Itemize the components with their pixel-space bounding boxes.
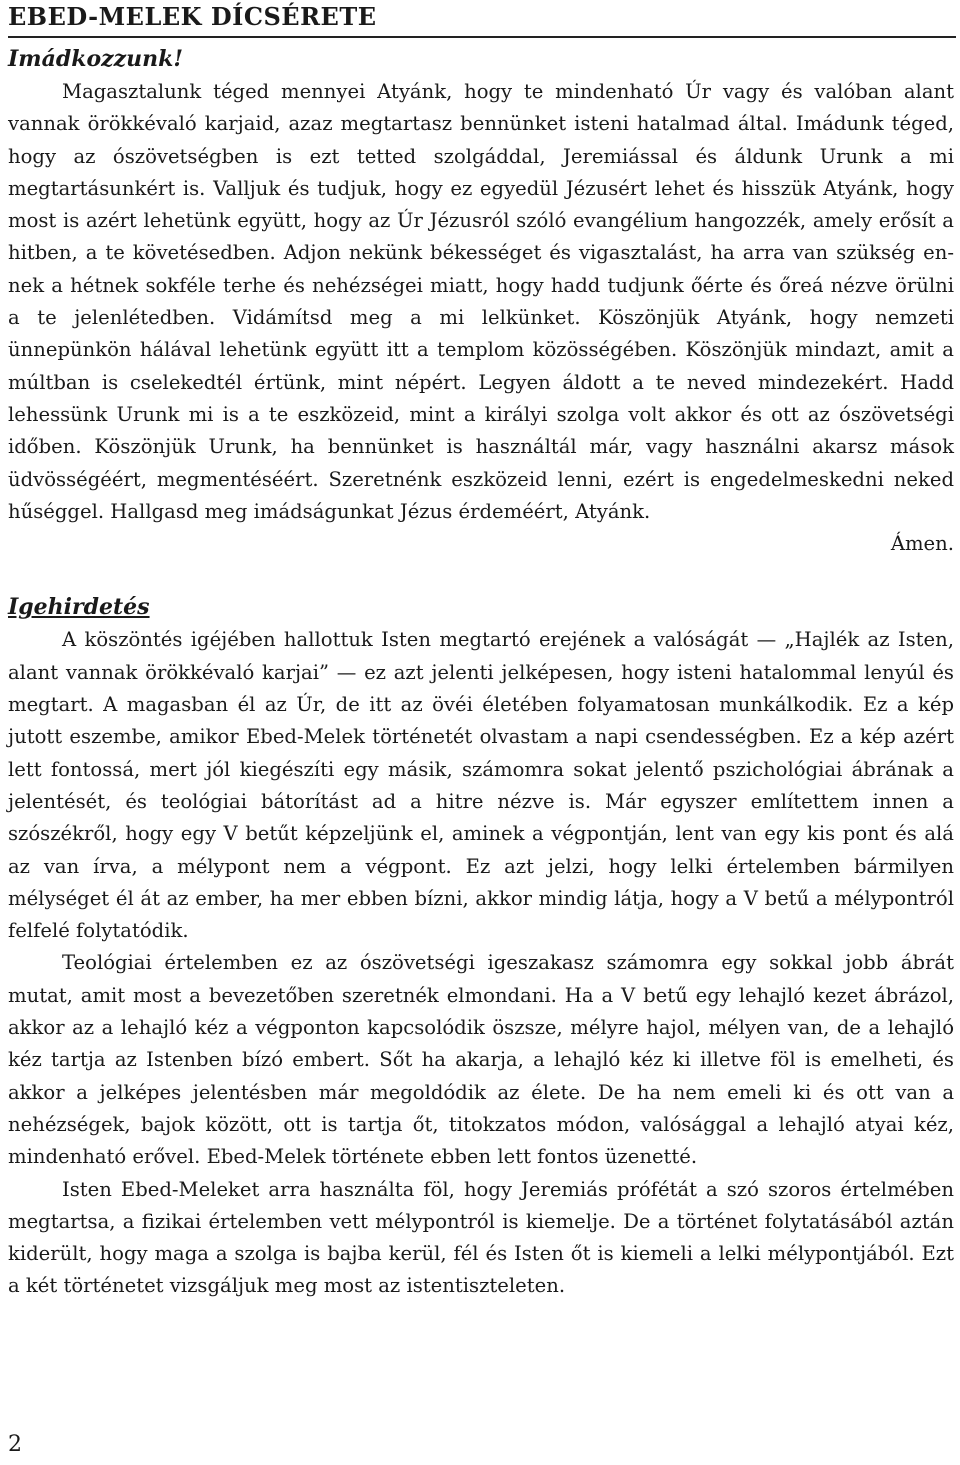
prayer-amen: Ámen. xyxy=(890,532,954,556)
page-content xyxy=(8,42,954,1303)
page-header xyxy=(8,0,956,38)
page-title: EBED-MELEK DÍCSÉRETE xyxy=(8,2,377,31)
sermon-paragraph-3: Isten Ebed-Meleket arra használta föl, hogy Jeremiás prófétát a szó szoros értelmében megtartsa, a fizikai értelemben vett mélypontról is kiemelje. De a történet folytatásából aztán kiderült, hogy maga a szolga is bajba kerül, fél és Isten őt is kiemeli a lelki mélypontjából. Ezt a két történetet vizsgáljuk meg most az istentiszteleten. xyxy=(8,1177,954,1298)
sermon-paragraph-2: Teológiai értelemben ez az ószövetségi igeszakasz számomra egy sokkal jobb ábrát mutat, amit most a bevezetőben szeretnék elmondani. Ha a V betű egy lehajló kezet ábrázol, akkor az a lehajló kéz a végponton kapcsolódik öszsze, mélyre hajol, mélyen van, de a lehajló kéz tartja az Istenben bízó embert. Sőt ha akarja, a lehajló kéz ki illetve föl is emelheti, és akkor a jelképes jelentésben már megoldódik az élete. De ha nem emeli ki és ott van a nehézségek, bajok között, ott is tartja őt, titokzatos módon, valósággal a lehajló atyai kéz, mindenható erővel. Ebed-Melek története ebben lett fontos üzenetté. xyxy=(8,951,954,1169)
page-number: 2 xyxy=(8,1432,22,1457)
sermon-paragraph-1: A köszöntés igéjében hallottuk Isten megtartó erejének a valóságát — „Hajlék az Isten, alant vannak örökkévaló karjai” — ez azt jelenti jelképesen, hogy isteni hatalommal lenyúl és megtart. A magasban él az Úr, de itt az övéi életében folyamatosan munkálkodik. Ez a kép jutott eszembe, amikor Ebed-Melek történetét olvastam a napi csendességben. Ez a kép azért lett fontossá, mert jól kiegészíti egy másik, számomra sokat jelentő pszichológiai ábrának a jelentését, és teológiai bátorítást ad a hitre nézve is. Már egyszer említettem innen a szószékről, hogy egy V betűt képzeljünk el, aminek a végpontján, lent van egy kis pont és alá az van írva, a mélypont nem a végpont. Ez azt jelzi, hogy lelki értelemben bármilyen mélységet él át az ember, ha mer ebben bízni, akkor mindig látja, hogy a V betű a mélypontról felfelé folytatódik. xyxy=(8,628,954,943)
prayer-heading: Imádkozzunk! xyxy=(8,46,184,72)
sermon-heading: Igehirdetés xyxy=(8,594,150,621)
prayer-paragraph: Magasztalunk téged mennyei Atyánk, hogy te mindenható Úr vagy és valóban alant vannak örökkévaló karjaid, azaz megtartasz bennünket isteni hatalmad által. Imádunk téged, hogy az ószövetségben is ezt tetted szolgáddal, Jeremiással és áldunk Urunk a mi megtartásunkért is. Valljuk és tudjuk, hogy ez egyedül Jézusért lehet és hisszük Atyánk, hogy most is azért lehetünk együtt, hogy az Úr Jézusról szóló evangélium hangozzék, amely erősít a hitben, a te követésedben. Adjon nekünk békességet és vigasztalást, ha arra van szükség ennek a hétnek sokféle terhe és nehézségei miatt, hogy hadd tudjunk őérte és őreá nézve örülni a te jelenlétedben. Vidámítsd meg a mi lelkünket. Köszönjük Atyánk, hogy nemzeti ünnepünkön hálával lehetünk együtt itt a templom közösségében. Köszönjük mindazt, amit a múltban is cselekedtél értünk, mint népért. Legyen áldott a te neved mindezekért. Hadd lehessünk Urunk mi is a te eszközeid, mint a királyi szolga volt akkor és ott az ószövetségi időben. Köszönjük Urunk, ha bennünket is használtál már, vagy használni akarsz mások üdvösségéért, megmentéséért. Szeretnénk eszközeid lenni, ezért is engedelmeskedni neked hűséggel. Hallgasd meg imádságunkat Jézus érdeméért, Atyánk. xyxy=(8,80,954,523)
